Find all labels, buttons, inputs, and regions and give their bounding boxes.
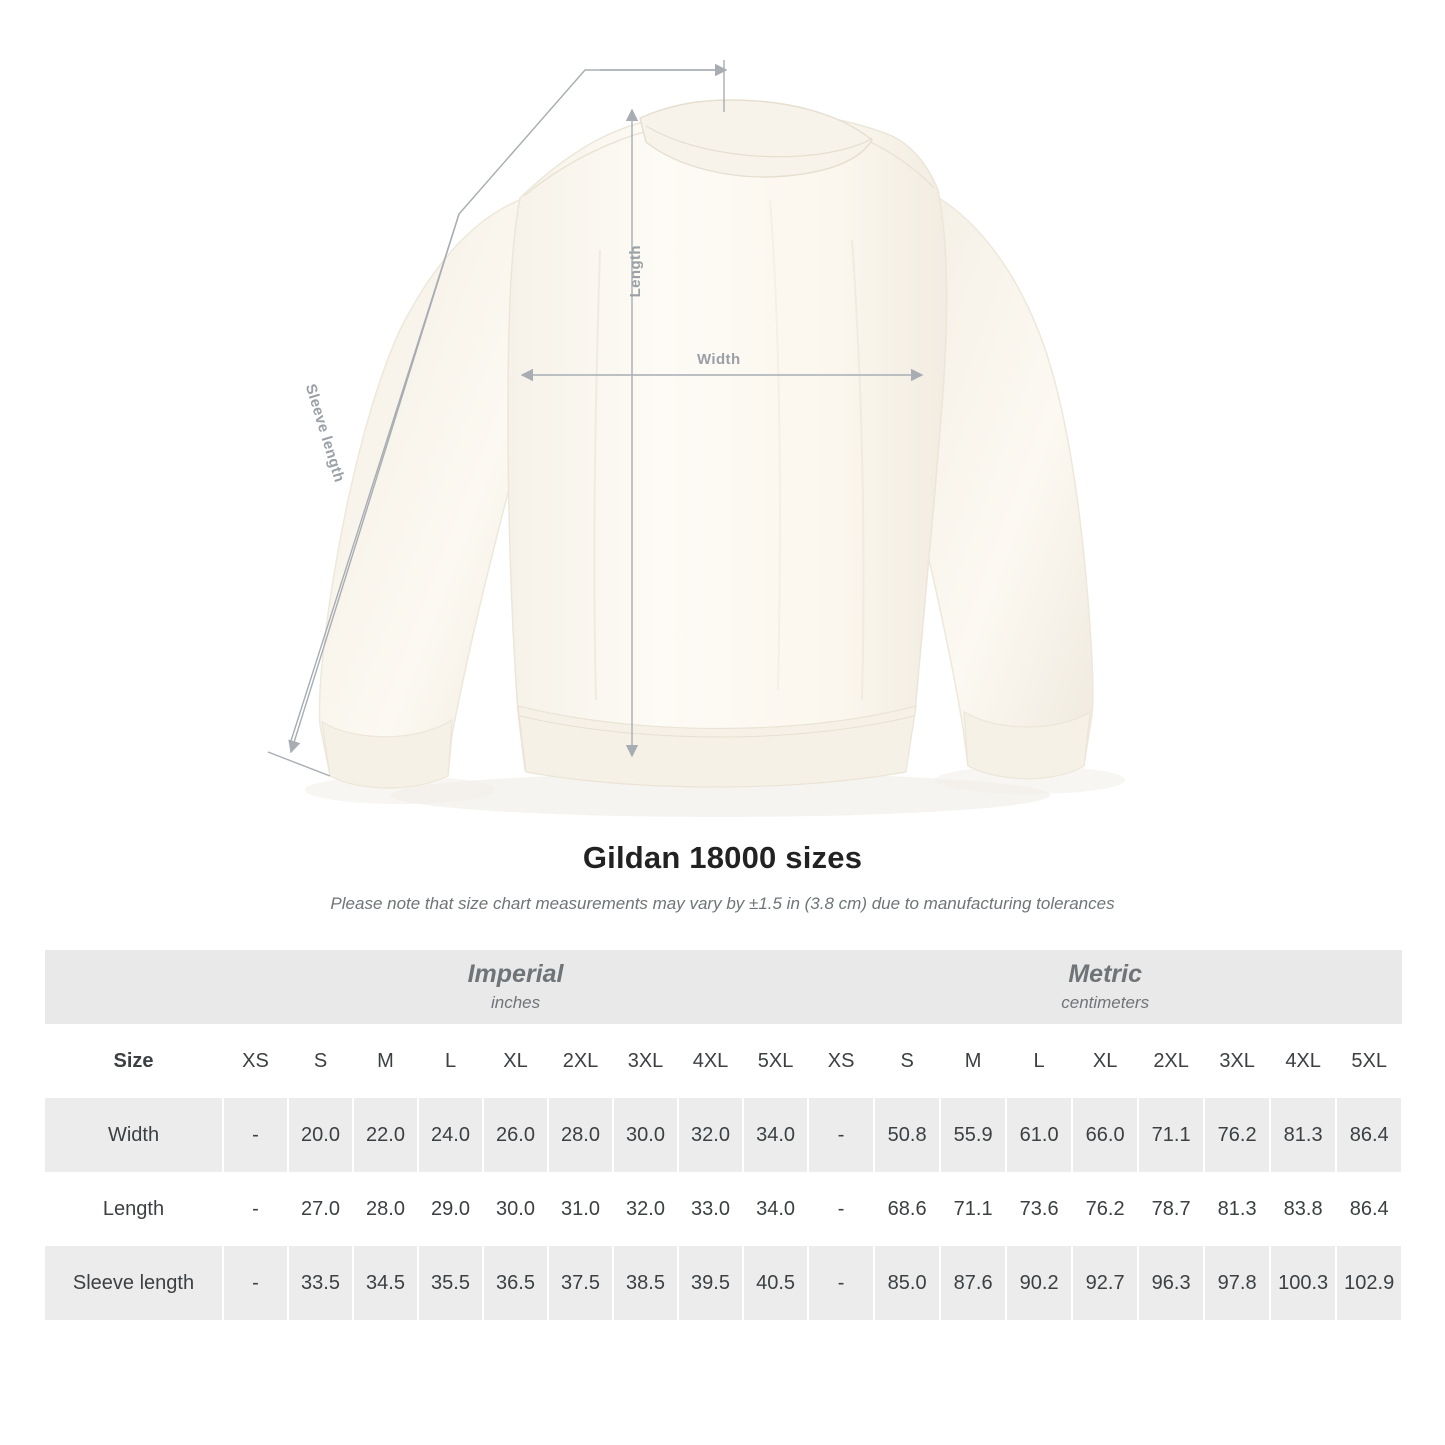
cell-sleeve-metric-m: 87.6 — [940, 1246, 1006, 1320]
col-header-metric-4xl: 4XL — [1270, 1024, 1336, 1098]
size-table-wrapper — [45, 950, 1400, 1320]
cell-length-imperial-5xl: 34.0 — [743, 1172, 808, 1246]
cell-width-metric-4xl: 81.3 — [1270, 1098, 1336, 1172]
col-header-metric-5xl: 5XL — [1336, 1024, 1402, 1098]
cell-sleeve-imperial-3xl: 38.5 — [613, 1246, 678, 1320]
metric-title: Metric — [1068, 960, 1142, 989]
col-header-metric-2xl: 2XL — [1138, 1024, 1204, 1098]
cell-sleeve-metric-xl: 92.7 — [1072, 1246, 1138, 1320]
size-table — [45, 950, 1403, 1320]
cell-length-imperial-xl: 30.0 — [483, 1172, 548, 1246]
row-label-sleeve-length: Sleeve length — [45, 1246, 223, 1320]
table-row — [45, 1172, 1402, 1246]
col-header-imperial-m: M — [353, 1024, 418, 1098]
cell-width-metric-s: 50.8 — [874, 1098, 940, 1172]
cell-width-imperial-4xl: 32.0 — [678, 1098, 743, 1172]
cell-length-imperial-4xl: 33.0 — [678, 1172, 743, 1246]
cell-width-metric-m: 55.9 — [940, 1098, 1006, 1172]
size-column-header: Size — [45, 1024, 223, 1098]
col-header-metric-s: S — [874, 1024, 940, 1098]
cell-width-imperial-5xl: 34.0 — [743, 1098, 808, 1172]
length-dimension-label: Length — [627, 245, 644, 298]
cell-sleeve-imperial-xl: 36.5 — [483, 1246, 548, 1320]
cell-length-metric-xs: - — [808, 1172, 874, 1246]
col-header-imperial-s: S — [288, 1024, 353, 1098]
cell-width-imperial-l: 24.0 — [418, 1098, 483, 1172]
col-header-metric-xl: XL — [1072, 1024, 1138, 1098]
metric-subtitle: centimeters — [1061, 992, 1150, 1012]
cell-length-metric-m: 71.1 — [940, 1172, 1006, 1246]
cell-width-imperial-3xl: 30.0 — [613, 1098, 678, 1172]
cell-length-imperial-s: 27.0 — [288, 1172, 353, 1246]
cell-sleeve-imperial-2xl: 37.5 — [548, 1246, 613, 1320]
cell-width-imperial-2xl: 28.0 — [548, 1098, 613, 1172]
col-header-metric-xs: XS — [808, 1024, 874, 1098]
table-row — [45, 1098, 1402, 1172]
cell-width-metric-3xl: 76.2 — [1204, 1098, 1270, 1172]
cell-length-imperial-3xl: 32.0 — [613, 1172, 678, 1246]
cell-sleeve-metric-l: 90.2 — [1006, 1246, 1072, 1320]
unit-header-row — [45, 950, 1402, 1024]
cell-width-metric-xl: 66.0 — [1072, 1098, 1138, 1172]
sleeve-length-dimension-label: Sleeve length — [301, 382, 348, 485]
cell-sleeve-metric-4xl: 100.3 — [1270, 1246, 1336, 1320]
cell-width-imperial-s: 20.0 — [288, 1098, 353, 1172]
cell-width-metric-2xl: 71.1 — [1138, 1098, 1204, 1172]
cell-sleeve-metric-2xl: 96.3 — [1138, 1246, 1204, 1320]
cell-length-metric-4xl: 83.8 — [1270, 1172, 1336, 1246]
cell-sleeve-metric-xs: - — [808, 1246, 874, 1320]
row-label-length: Length — [45, 1172, 223, 1246]
col-header-imperial-xl: XL — [483, 1024, 548, 1098]
cell-width-imperial-m: 22.0 — [353, 1098, 418, 1172]
cell-sleeve-imperial-m: 34.5 — [353, 1246, 418, 1320]
cell-length-imperial-l: 29.0 — [418, 1172, 483, 1246]
page-title: Gildan 18000 sizes — [582, 840, 863, 875]
cell-length-metric-5xl: 86.4 — [1336, 1172, 1402, 1246]
width-dimension-label: Width — [697, 351, 741, 368]
cell-sleeve-imperial-l: 35.5 — [418, 1246, 483, 1320]
col-header-imperial-l: L — [418, 1024, 483, 1098]
cell-length-metric-s: 68.6 — [874, 1172, 940, 1246]
cell-sleeve-metric-3xl: 97.8 — [1204, 1246, 1270, 1320]
imperial-title: Imperial — [467, 960, 564, 989]
cell-width-metric-l: 61.0 — [1006, 1098, 1072, 1172]
cell-width-metric-5xl: 86.4 — [1336, 1098, 1402, 1172]
table-row — [45, 1246, 1402, 1320]
metric-unit-header — [808, 950, 1402, 1024]
cell-length-metric-xl: 76.2 — [1072, 1172, 1138, 1246]
cell-length-metric-l: 73.6 — [1006, 1172, 1072, 1246]
col-header-imperial-xs: XS — [223, 1024, 288, 1098]
cell-length-metric-2xl: 78.7 — [1138, 1172, 1204, 1246]
col-header-metric-l: L — [1006, 1024, 1072, 1098]
col-header-metric-m: M — [940, 1024, 1006, 1098]
col-header-metric-3xl: 3XL — [1204, 1024, 1270, 1098]
cell-sleeve-metric-5xl: 102.9 — [1336, 1246, 1402, 1320]
cell-width-metric-xs: - — [808, 1098, 874, 1172]
cell-sleeve-imperial-xs: - — [223, 1246, 288, 1320]
col-header-imperial-2xl: 2XL — [548, 1024, 613, 1098]
cell-length-imperial-2xl: 31.0 — [548, 1172, 613, 1246]
col-header-imperial-5xl: 5XL — [743, 1024, 808, 1098]
cell-sleeve-imperial-s: 33.5 — [288, 1246, 353, 1320]
imperial-subtitle: inches — [490, 992, 541, 1012]
cell-width-imperial-xl: 26.0 — [483, 1098, 548, 1172]
tolerance-note: Please note that size chart measurements may vary by ±1.5 in (3.8 cm) due to manufacturing tolerances — [330, 894, 1115, 913]
cell-sleeve-imperial-5xl: 40.5 — [743, 1246, 808, 1320]
imperial-unit-header — [223, 950, 808, 1024]
cell-length-imperial-m: 28.0 — [353, 1172, 418, 1246]
col-header-imperial-3xl: 3XL — [613, 1024, 678, 1098]
size-header-row — [45, 1024, 1402, 1098]
row-label-width: Width — [45, 1098, 223, 1172]
cell-length-imperial-xs: - — [223, 1172, 288, 1246]
cell-length-metric-3xl: 81.3 — [1204, 1172, 1270, 1246]
cell-width-imperial-xs: - — [223, 1098, 288, 1172]
cell-sleeve-metric-s: 85.0 — [874, 1246, 940, 1320]
col-header-imperial-4xl: 4XL — [678, 1024, 743, 1098]
cell-sleeve-imperial-4xl: 39.5 — [678, 1246, 743, 1320]
unit-row-spacer — [45, 950, 223, 1024]
